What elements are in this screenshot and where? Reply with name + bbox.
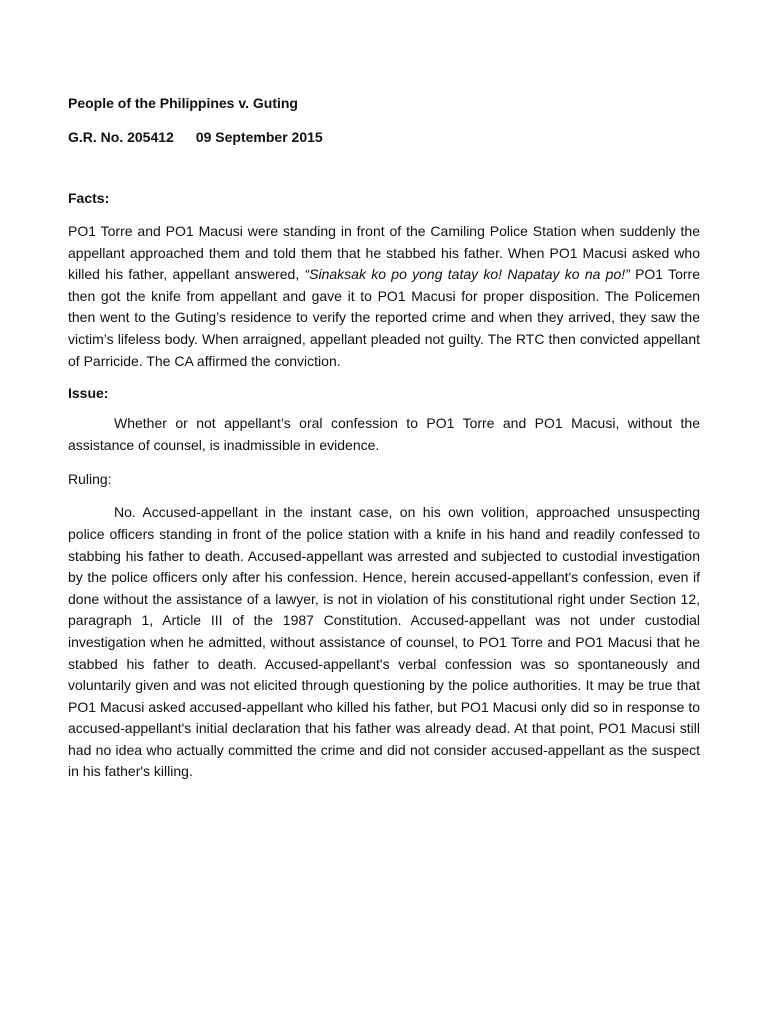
- decision-date: 09 September 2015: [195, 129, 323, 145]
- case-citation: [68, 128, 700, 146]
- issue-heading: Issue:: [68, 385, 109, 402]
- document-page: [68, 94, 700, 783]
- facts-quote: “Sinaksak ko po yong tatay ko! Napatay ko na po!”: [304, 266, 630, 283]
- facts-paragraph: [68, 221, 700, 372]
- ruling-paragraph: No. Accused-appellant in the instant case, on his own volition, approached unsuspecting police officers standing in front of the police station with a knife in his hand and readily confessed to stabbing his father to death. Accused-appellant was arrested and subjected to custodial investigation by the police officers only after his confession. Hence, herein accused-appellant's confession, even if done without the assistance of a lawyer, is not in violation of his constitutional right under Section 12, paragraph 1, Article III of the 1987 Constitution. Accused-appellant was not under custodial investigation when he admitted, without assistance of counsel, to PO1 Torre and PO1 Macusi that he stabbed his father to death. Accused-appellant's verbal confession was so spontaneously and voluntarily given and was not elicited through questioning by the police authorities. It may be true that PO1 Macusi asked accused-appellant who killed his father, but PO1 Macusi only did so in response to accused-appellant's initial declaration that his father was already dead. At that point, PO1 Macusi still had no idea who actually committed the crime and did not consider accused-appellant as the suspect in his father's killing.: [68, 504, 700, 780]
- case-title: People of the Philippines v. Guting: [68, 95, 298, 111]
- facts-text-before-quote: PO1 Torre and PO1 Macusi were standing in front of the Camiling Police Station when suddenly the appellant approached them and told them that he stabbed his father. When PO1 Macusi asked who killed his father, appellant answered,: [68, 223, 700, 283]
- facts-text-after-quote: PO1 Torre then got the knife from appellant and gave it to PO1 Macusi for proper disposition. The Policemen then went to the Guting’s residence to verify the reported crime and when they arrived, they saw the victim’s lifeless body. When arraigned, appellant pleaded not guilty. The RTC then convicted appellant of Parricide. The CA affirmed the conviction.: [68, 266, 700, 369]
- issue-paragraph: Whether or not appellant’s oral confession to PO1 Torre and PO1 Macusi, without the assistance of counsel, is inadmissible in evidence.: [68, 415, 700, 453]
- facts-heading: Facts:: [68, 190, 110, 206]
- gr-number: G.R. No. 205412: [68, 129, 174, 145]
- ruling-heading: Ruling:: [68, 471, 112, 488]
